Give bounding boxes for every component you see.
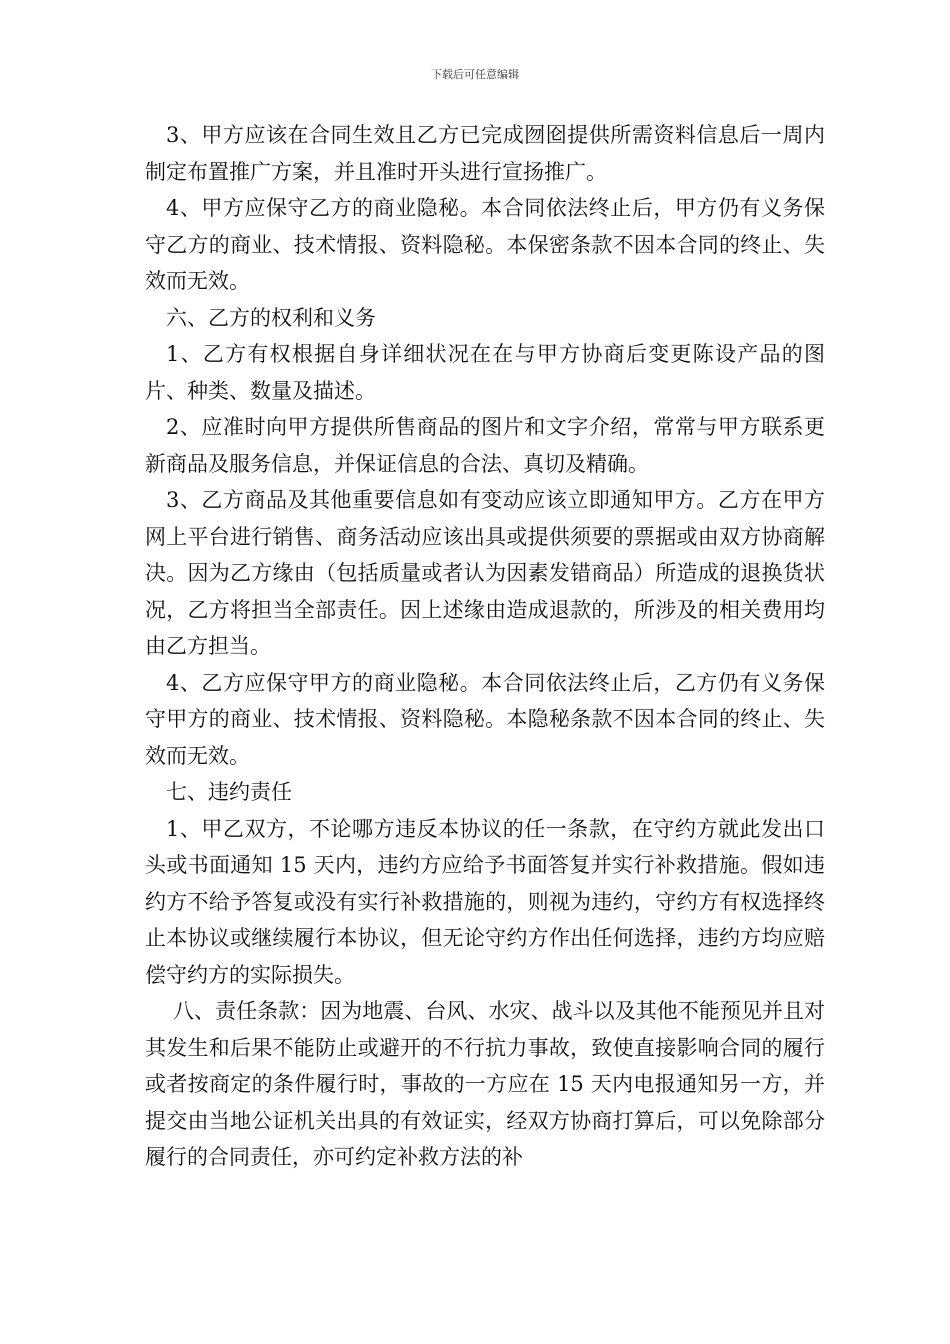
document-body — [145, 117, 825, 1176]
clause-party-b-2: 2、应准时向甲方提供所售商品的图片和文字介绍，常常与甲方联系更新商品及服务信息，并保证信息的合法、真切及精确。 — [145, 415, 825, 476]
clause-party-b-1: 1、乙方有权根据自身详细状况在在与甲方协商后变更陈设产品的图片、种类、数量及描述。 — [145, 342, 825, 403]
page-header: 下载后可任意编辑 — [431, 68, 519, 81]
clause-breach-1: 1、甲乙双方，不论哪方违反本协议的任一条款，在守约方就此发出口头或书面通知 15 天内，违约方应给予书面答复并实行补救措施。假如违约方不给予答复或没有实行补救措施的，则视为违约，守约方有权选择终止本协议或继续履行本协议，但无论守约方作出任何选择，违约方均应赔偿守约方的实际损失。 — [145, 816, 825, 987]
section-heading-6: 六、乙方的权利和义务 — [166, 305, 376, 330]
clause-party-b-4: 4、乙方应保守甲方的商业隐秘。本合同依法终止后，乙方仍有义务保守甲方的商业、技术情报、资料隐秘。本隐秘条款不因本合同的终止、失效而无效。 — [145, 670, 825, 768]
clause-party-a-3: 3、甲方应该在合同生效且乙方已完成囫囵提供所需资料信息后一周内制定布置推广方案，并且准时开头进行宣扬推广。 — [145, 123, 825, 184]
clause-party-a-4: 4、甲方应保守乙方的商业隐秘。本合同依法终止后，甲方仍有义务保守乙方的商业、技术情报、资料隐秘。本保密条款不因本合同的终止、失效而无效。 — [145, 196, 825, 293]
clause-party-b-3: 3、乙方商品及其他重要信息如有变动应该立即通知甲方。乙方在甲方网上平台进行销售、商务活动应该出具或提供须要的票据或由双方协商解决。因为乙方缘由（包括质量或者认为因素发错商品）所造成的退换货状况，乙方将担当全部责任。因上述缘由造成退款的，所涉及的相关费用均由乙方担当。 — [145, 488, 825, 658]
section-heading-7: 七、违约责任 — [166, 780, 292, 804]
clause-liability-8: 八、责任条款：因为地震、台风、水灾、战斗以及其他不能预见并且对其发生和后果不能防止或避开的不行抗力事故，致使直接影响合同的履行或者按商定的条件履行时，事故的一方应在 15 天内电报通知另一方，并提交由当地公证机关出具的有效证实，经双方协商打算后，可以免除部分履行的合同责任，亦可约定补救方法的补 — [145, 999, 825, 1169]
